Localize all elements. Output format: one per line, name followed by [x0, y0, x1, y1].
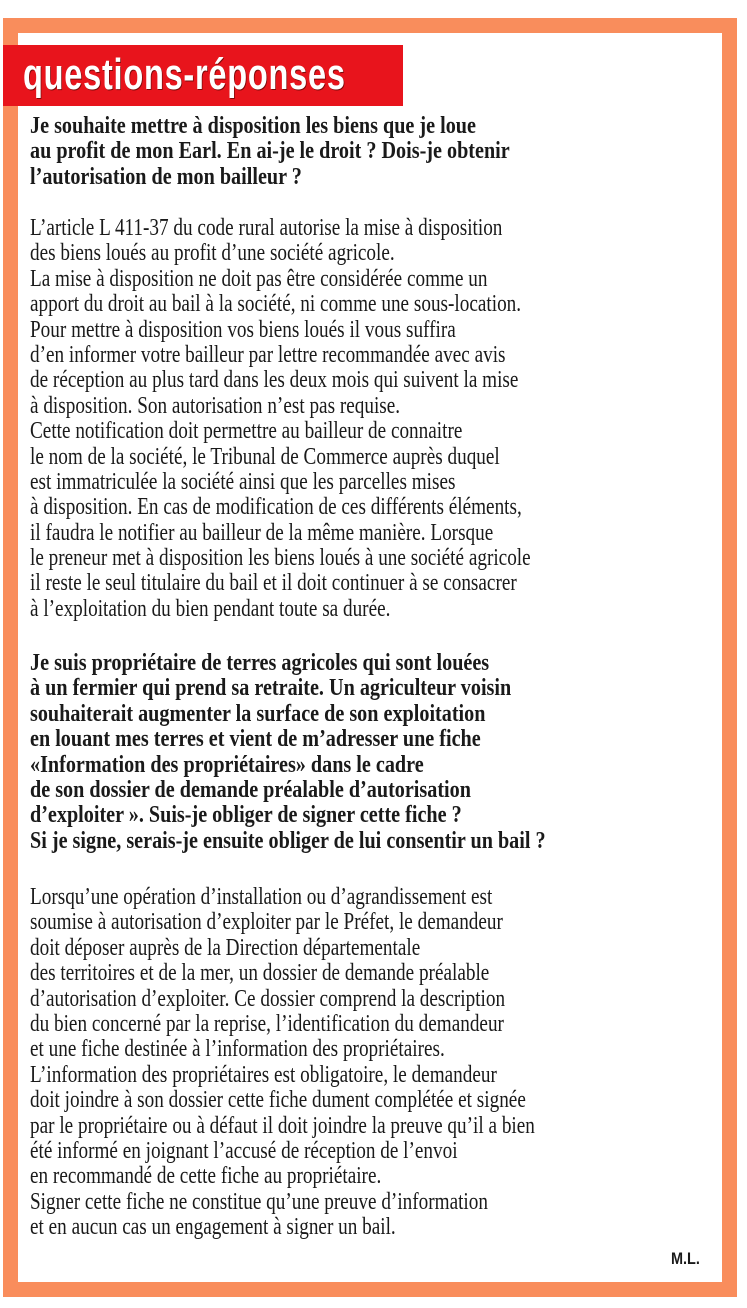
answer-line: d’autorisation d’exploiter. Ce dossier comprend la description: [30, 985, 506, 1012]
question-line: Je suis propriétaire de terres agricoles qui sont louées: [30, 650, 490, 676]
answer-line: d’en informer votre bailleur par lettre recommandée avec avis: [30, 341, 506, 368]
answer-line: Pour mettre à disposition vos biens loués il vous suffira: [30, 316, 456, 343]
answer-line: de réception au plus tard dans les deux mois qui suivent la mise: [30, 367, 519, 394]
question-line: Je souhaite mettre à disposition les biens que je loue: [30, 113, 476, 139]
question-line: à un fermier qui prend sa retraite. Un agriculteur voisin: [30, 675, 512, 702]
answer-line: doit joindre à son dossier cette fiche dument complétée et signée: [30, 1087, 526, 1114]
answer-line: Cette notification doit permettre au bailleur de connaitre: [30, 418, 463, 445]
answer-2: [30, 885, 661, 1240]
answer-line: et une fiche destinée à l’information des propriétaires.: [30, 1036, 445, 1063]
question-line: au profit de mon Earl. En ai-je le droit ? Dois-je obtenir: [30, 138, 510, 165]
answer-line: Signer cette fiche ne constitue qu’une preuve d’information: [30, 1188, 488, 1215]
question-line: Si je signe, serais-je ensuite obliger de lui consentir un bail ?: [30, 827, 546, 854]
question-line: en louant mes terres et vient de m’adresser une fiche: [30, 726, 481, 753]
question-line: d’exploiter ». Suis-je obliger de signer cette fiche ?: [30, 802, 462, 829]
question-line: de son dossier de demande préalable d’autorisation: [30, 776, 471, 803]
answer-line: L’article L 411-37 du code rural autorise la mise à disposition: [30, 215, 503, 241]
answer-line: à l’exploitation du bien pendant toute sa durée.: [30, 595, 391, 622]
question-line: l’autorisation de mon bailleur ?: [30, 163, 302, 190]
answer-line: du bien concerné par la reprise, l’identification du demandeur: [30, 1010, 504, 1037]
answer-line: le nom de la société, le Tribunal de Commerce auprès duquel: [30, 443, 500, 470]
question-1: [30, 114, 601, 190]
question-line: «Information des propriétaires» dans le cadre: [30, 751, 424, 778]
answer-line: à disposition. Son autorisation n’est pas requise.: [30, 392, 401, 419]
author-signature: M.L.: [671, 1249, 700, 1268]
question-2: [30, 651, 644, 854]
answer-line: des territoires et de la mer, un dossier de demande préalable: [30, 960, 490, 987]
answer-line: des biens loués au profit d’une société agricole.: [30, 240, 395, 267]
page-title: questions-réponses: [23, 50, 346, 99]
answer-line: L’information des propriétaires est obligatoire, le demandeur: [30, 1061, 497, 1088]
answer-line: par le propriétaire ou à défaut il doit joindre la preuve qu’il a bien: [30, 1112, 535, 1139]
answer-line: il reste le seul titulaire du bail et il doit continuer à se consacrer: [30, 570, 517, 597]
answer-line: il faudra le notifier au bailleur de la même manière. Lorsque: [30, 519, 494, 546]
answer-line: soumise à autorisation d’exploiter par le Préfet, le demandeur: [30, 909, 503, 936]
answer-line: La mise à disposition ne doit pas être considérée comme un: [30, 265, 488, 292]
answer-line: le preneur met à disposition les biens loués à une société agricole: [30, 545, 531, 572]
answer-line: à disposition. En cas de modification de ces différents éléments,: [30, 494, 522, 521]
answer-line: apport du droit au bail à la société, ni comme une sous-location.: [30, 291, 522, 318]
question-line: souhaiterait augmenter la surface de son exploitation: [30, 700, 486, 727]
answer-line: Lorsqu’une opération d’installation ou d’agrandissement est: [30, 884, 493, 910]
answer-line: doit déposer auprès de la Direction départementale: [30, 934, 421, 961]
answer-line: est immatriculée la société ainsi que les parcelles mises: [30, 468, 456, 495]
answer-line: en recommandé de cette fiche au propriétaire.: [30, 1163, 382, 1190]
answer-1: [30, 216, 656, 622]
answer-line: été informé en joignant l’accusé de réception de l’envoi: [30, 1137, 458, 1164]
answer-line: et en aucun cas un engagement à signer un bail.: [30, 1214, 396, 1241]
